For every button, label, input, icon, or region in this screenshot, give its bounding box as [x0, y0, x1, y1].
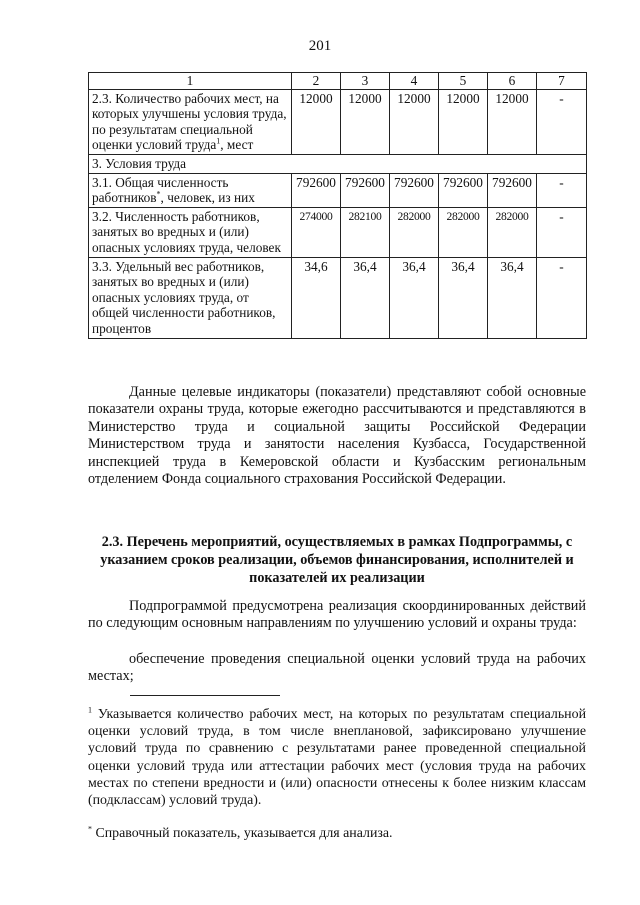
table-label-cell: 2.3. Количество рабочих мест, на которых улучшены условия труда, по результатам специальной оценки условий труда$^1$, мест	[89, 89, 292, 154]
table-row	[89, 207, 587, 257]
table-header-cell: 5	[439, 73, 488, 90]
table-value-cell: 36,4	[390, 257, 439, 338]
table-value-cell: 282000	[439, 207, 488, 257]
table-value-cell: 792600	[341, 173, 390, 207]
table-header-cell: 7	[537, 73, 587, 90]
table-row	[89, 89, 587, 154]
table-value-cell: -	[537, 257, 587, 338]
table-header-cell: 3	[341, 73, 390, 90]
footnote-divider	[130, 695, 280, 696]
table-value-cell: 12000	[439, 89, 488, 154]
table-value-cell: 36,4	[439, 257, 488, 338]
table-value-cell: 12000	[488, 89, 537, 154]
table-value-cell: 792600	[292, 173, 341, 207]
table-header-cell: 4	[390, 73, 439, 90]
table-body	[89, 89, 587, 338]
table-header-cell: 2	[292, 73, 341, 90]
table-value-cell: 12000	[341, 89, 390, 154]
table-header-cell: 6	[488, 73, 537, 90]
table-value-cell: 12000	[292, 89, 341, 154]
table-value-cell: 274000	[292, 207, 341, 257]
footnote-2-text: Справочный показатель, указывается для анализа.	[95, 826, 393, 841]
table-row	[89, 173, 587, 207]
table-value-cell: 792600	[488, 173, 537, 207]
footnote-2-mark: *	[88, 824, 92, 834]
table-header-row	[89, 73, 587, 90]
paragraph-indicators: Данные целевые индикаторы (показатели) представляют собой основные показатели охраны труда, которые ежегодно рассчитываются и представляются в Министерство труда и социальной защиты Российской Федерации Министерством труда и занятости населения Кузбасса, Государственной инспекцией труда в Кемеровской области и Кузбасским региональным отделением Фонда социального страхования Российской Федерации.	[88, 384, 586, 488]
footnote-1	[88, 706, 586, 809]
table-section-cell: 3. Условия труда	[89, 154, 587, 173]
table-value-cell: 36,4	[341, 257, 390, 338]
table-header-cell: 1	[89, 73, 292, 90]
table-value-cell: 12000	[390, 89, 439, 154]
section-heading: 2.3. Перечень мероприятий, осуществляемых в рамках Подпрограммы, с указанием сроков реализации, объемов финансирования, исполнителей и показателей их реализации	[100, 534, 574, 586]
table-value-cell: -	[537, 89, 587, 154]
indicators-table	[88, 72, 587, 339]
page-number: 201	[308, 38, 332, 54]
paragraph-list-item: обеспечение проведения специальной оценки условий труда на рабочих местах;	[88, 651, 586, 685]
table-value-cell: -	[537, 173, 587, 207]
footnote-1-mark: 1	[88, 705, 92, 715]
table-value-cell: 34,6	[292, 257, 341, 338]
table-value-cell: 36,4	[488, 257, 537, 338]
table-row	[89, 154, 587, 173]
table-label-cell: 3.2. Численность работников, занятых во вредных и (или) опасных условиях труда, человек	[89, 207, 292, 257]
paragraph-subprogram: Подпрограммой предусмотрена реализация скоординированных действий по следующим основным направлениям по улучшению условий и охраны труда:	[88, 598, 586, 632]
table-value-cell: -	[537, 207, 587, 257]
table-label-cell: 3.3. Удельный вес работников, занятых во вредных и (или) опасных условиях труда, от общей численности работников, процентов	[89, 257, 292, 338]
table-value-cell: 282100	[341, 207, 390, 257]
footnote-2	[88, 825, 586, 842]
table-value-cell: 282000	[488, 207, 537, 257]
table-value-cell: 282000	[390, 207, 439, 257]
table-label-cell: 3.1. Общая численность работников*, человек, из них	[89, 173, 292, 207]
table-value-cell: 792600	[390, 173, 439, 207]
footnote-1-text: Указывается количество рабочих мест, на которых по результатам специальной оценки условий труда, в том числе внеплановой, зафиксировано улучшение условий труда по сравнению с результатами ранее проведенной специальной оценки условий труда или аттестации рабочих мест (условия труда на рабочих местах по степени вредности и (или) опасности отнесены к более низким классам (подклассам) условий труда).	[88, 707, 586, 809]
table-value-cell: 792600	[439, 173, 488, 207]
table-row	[89, 257, 587, 338]
